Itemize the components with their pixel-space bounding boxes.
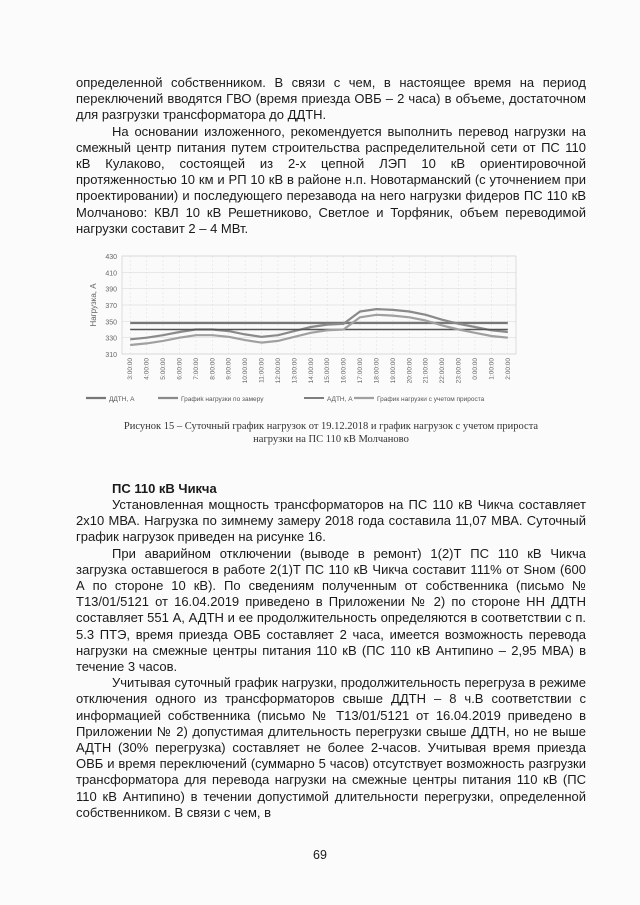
caption-line: нагрузки на ПС 110 кВ Молчаново [253, 434, 409, 445]
y-tick-label: 390 [105, 286, 117, 294]
x-tick-label: 4:00:00 [143, 358, 151, 380]
x-tick-label: 3:00:00 [127, 358, 135, 380]
x-tick-label: 12:00:00 [274, 358, 282, 384]
x-tick-label: 1:00:00 [488, 358, 496, 380]
y-axis-label: Нагрузка, А [89, 283, 98, 327]
x-tick-label: 14:00:00 [307, 358, 315, 384]
text-block-bottom [76, 497, 586, 821]
x-tick-label: 6:00:00 [176, 358, 184, 380]
x-tick-label: 13:00:00 [291, 358, 299, 384]
x-tick-label: 2:00:00 [504, 358, 512, 380]
y-tick-label: 310 [105, 352, 117, 359]
paragraph: При аварийном отключении (выводе в ремонт) 1(2)Т ПС 110 кВ Чикча загрузка оставшегося в работе 2(1)Т ПС 110 кВ Чикча составит 111% от Sном (600 А по стороне 10 кВ). По сведениям полученным от собственника (письмо № Т13/01/5121 от 16.04.2019 приведено в Приложении № 2) по стороне НН ДДТН составляет 551 А, АДТН и ее продолжительность определяются в соответствии с п. 5.3 ПТЭ, время приезда ОВБ составляет 2 часа, имеется возможность перевода нагрузки на смежные центры питания 110 кВ (ПС 110 кВ Антипино – 2,95 МВА) в течение 3 часов. [76, 545, 586, 675]
x-tick-label: 5:00:00 [160, 358, 168, 380]
legend-label: ДДТН, А [109, 396, 135, 403]
y-tick-label: 370 [105, 303, 117, 310]
caption-line: Рисунок 15 – Суточный график нагрузок от 19.12.2018 и график нагрузок с учетом прироста [123, 421, 539, 432]
x-tick-label: 16:00:00 [340, 358, 348, 384]
y-tick-label: 330 [105, 335, 117, 343]
x-tick-label: 19:00:00 [389, 358, 397, 384]
paragraph: Учитывая суточный график нагрузки, продолжительность перегруза в режиме отключения одного из трансформаторов свыше ДДТН – 8 ч.В соответствии с информацией собственника (письмо № Т13/01/5121 от 16.04.2019 приведено в Приложении № 2) допустимая длительность перегрузки свыше ДДТН, но не выше АДТН (30% перегрузка) составляет не более 2-часов. Учитывая время приезда ОВБ и время переключений (суммарно 5 часов) отсутствует возможность разгрузки трансформатора для перевода нагрузки на смежные центры питания 110 кВ (ПС 110 кВ Антипино) в течении допустимой длительности перегрузки, определенной собственником. В связи с чем, в [76, 675, 586, 820]
x-tick-label: 23:00:00 [455, 358, 463, 384]
text-block-top [76, 75, 586, 237]
x-tick-label: 0:00:00 [471, 358, 479, 380]
paragraph: определенной собственником. В связи с чем, в настоящее время на период переключений вводятся ГВО (время приезда ОВБ – 2 часа) в объеме, достаточном для разгрузки трансформатора до ДДТН. [76, 75, 586, 123]
x-tick-label: 21:00:00 [422, 358, 430, 384]
paragraph: На основании изложенного, рекомендуется выполнить перевод нагрузки на смежный центр питания путем строительства распределительной сети от ПС 110 кВ Кулаково, состоящей из 2-х цепной ЛЭП 10 кВ ориентировочной протяженностью 10 км и РП 10 кВ в районе н.п. Новотарманский (с уточнением при проектировании) и последующего перезавода на него нагрузки фидеров ПС 110 кВ Молчаново: КВЛ 10 кВ Решетниково, Светлое и Торфяник, объем переводимой нагрузки составит 2 – 4 МВт. [76, 123, 586, 236]
legend-label: АДТН, А [327, 396, 353, 403]
x-tick-label: 22:00:00 [439, 358, 447, 384]
x-tick-label: 17:00:00 [357, 358, 365, 384]
load-chart [84, 250, 524, 405]
y-tick-label: 410 [105, 270, 117, 278]
page-number: 69 [313, 848, 327, 862]
figure-caption [76, 420, 586, 446]
y-tick-label: 430 [105, 254, 117, 261]
x-tick-label: 20:00:00 [406, 358, 414, 384]
x-tick-label: 18:00:00 [373, 358, 381, 384]
legend-label: Графиk нагрузки по замеру [181, 396, 264, 403]
x-tick-label: 11:00:00 [258, 358, 266, 383]
x-tick-label: 10:00:00 [242, 358, 250, 384]
x-tick-label: 8:00:00 [209, 358, 217, 380]
section-heading: ПС 110 кВ Чикча [112, 481, 217, 496]
x-tick-label: 15:00:00 [324, 358, 332, 384]
x-tick-label: 7:00:00 [192, 358, 200, 380]
x-tick-label: 9:00:00 [225, 358, 233, 380]
paragraph: Установленная мощность трансформаторов на ПС 110 кВ Чикча составляет 2х10 МВА. Нагрузка по зимнему замеру 2018 года составила 11,07 МВА. Суточный график нагрузок приведен на рисунке 16. [76, 497, 586, 545]
y-tick-label: 350 [105, 319, 117, 327]
legend-label: График нагрузки с учетом прироста [377, 396, 485, 403]
